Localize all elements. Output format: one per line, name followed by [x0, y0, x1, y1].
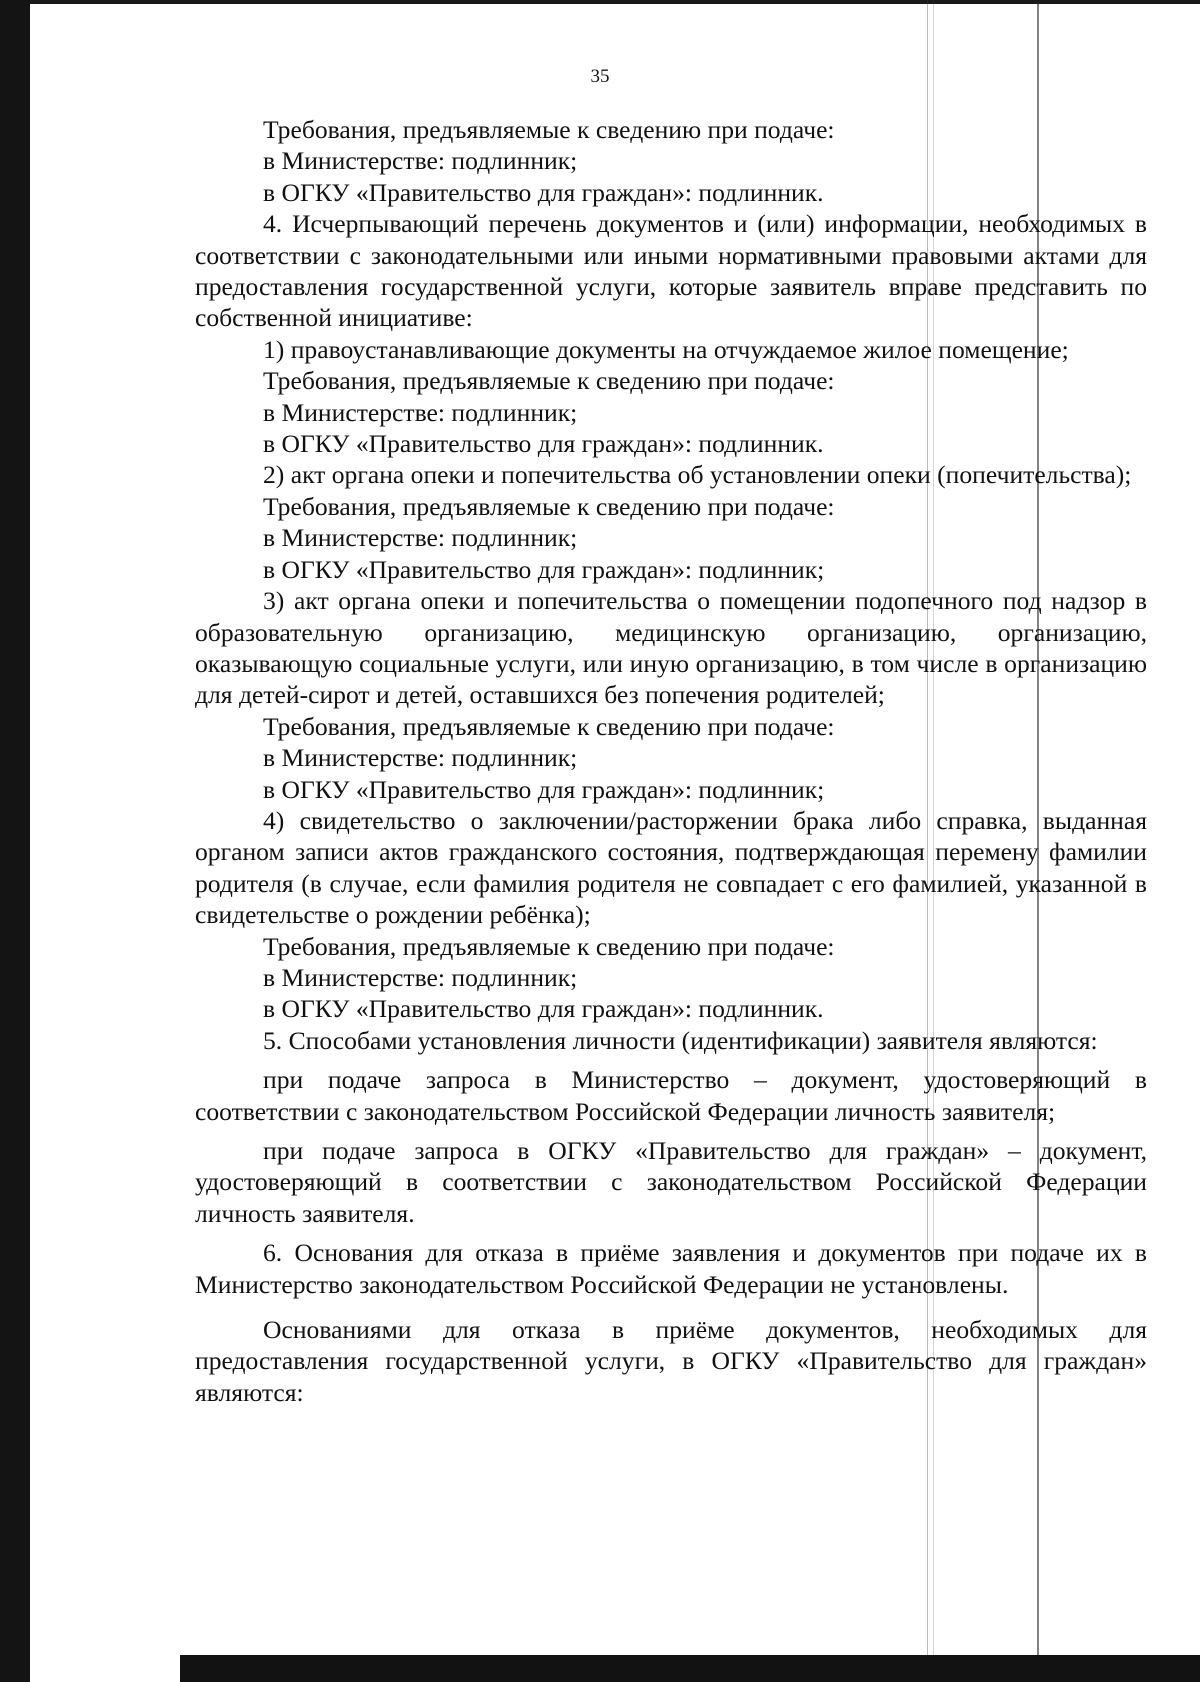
paragraph-ministry-identification: при подаче запроса в Министерство – документ, удостоверяющий в соответствии с законодательством Российской Федерации личность заявителя; [195, 1065, 1147, 1126]
paragraph-item-4-documents-list: 4. Исчерпывающий перечень документов и (или) информации, необходимых в соответствии с законодательными или иными нормативными правовыми актами для предоставления государственной услуги, которые заявитель вправе представить по собственной инициативе: [195, 209, 1147, 333]
paragraph-ogku-original: в ОГКУ «Правительство для граждан»: подлинник. [263, 177, 824, 207]
paragraph-ministry-original: в Министерстве: подлинник; [263, 146, 578, 176]
paragraph-item-5-identification: 5. Способами установления личности (идентификации) заявителя являются: [263, 1025, 1098, 1055]
page-number: 35 [590, 66, 610, 87]
paragraph-ministry-original: в Министерстве: подлинник; [263, 397, 578, 427]
paragraph-ogku-original: в ОГКУ «Правительство для граждан»: подлинник; [263, 554, 825, 584]
paragraph-ogku-refusal-grounds: Основаниями для отказа в приёме документов, необходимых для предоставления государственной услуги, в ОГКУ «Правительство для граждан» являются: [195, 1315, 1147, 1407]
scan-top-edge [0, 0, 1200, 4]
paragraph-subitem-4: 4) свидетельство о заключении/расторжении брака либо справка, выданная органом записи актов гражданского состояния, подтверждающая перемену фамилии родителя (в случае, если фамилия родителя не совпадает с его фамилией, указанной в свидетельстве о рождении ребёнка); [195, 805, 1147, 930]
paragraph-ogku-original: в ОГКУ «Правительство для граждан»: подлинник. [263, 429, 824, 459]
paragraph-ministry-original: в Министерстве: подлинник; [263, 523, 578, 553]
paragraph-item-6-refusal-grounds: 6. Основания для отказа в приёме заявления и документов при подаче их в Министерство законодательством Российской Федерации не установлены. [195, 1238, 1147, 1299]
paragraph-ministry-original: в Министерстве: подлинник; [263, 962, 578, 992]
paragraph-requirements: Требования, предъявляемые к сведению при подаче: [263, 931, 835, 961]
paragraph-ministry-original: в Министерстве: подлинник; [263, 743, 578, 773]
paragraph-ogku-original: в ОГКУ «Правительство для граждан»: подлинник; [263, 774, 825, 804]
paragraph-subitem-1: 1) правоустанавливающие документы на отчуждаемое жилое помещение; [263, 334, 1069, 364]
paragraph-subitem-2: 2) акт органа опеки и попечительства об установлении опеки (попечительства); [263, 460, 1132, 490]
paragraph-subitem-3: 3) акт органа опеки и попечительства о помещении подопечного под надзор в образовательную организацию, медицинскую организацию, организацию, оказывающую социальные услуги, или иную организацию, в том числе в организацию для детей-сирот и детей, оставшихся без попечения родителей; [195, 586, 1147, 710]
paragraph-requirements: Требования, предъявляемые к сведению при подаче: [263, 366, 835, 396]
paragraph-requirements: Требования, предъявляемые к сведению при подаче: [263, 115, 835, 144]
paragraph-ogku-identification: при подаче запроса в ОГКУ «Правительство для граждан» – документ, удостоверяющий в соответствии с законодательством Российской Федерации личность заявителя. [195, 1136, 1147, 1228]
scan-bottom-edge [180, 1655, 1200, 1682]
document-body [195, 114, 1147, 1408]
paragraph-ogku-original: в ОГКУ «Правительство для граждан»: подлинник. [263, 994, 824, 1024]
paragraph-requirements: Требования, предъявляемые к сведению при подаче: [263, 491, 835, 521]
paragraph-requirements: Требования, предъявляемые к сведению при подаче: [263, 711, 835, 741]
scan-left-edge [0, 0, 30, 1682]
